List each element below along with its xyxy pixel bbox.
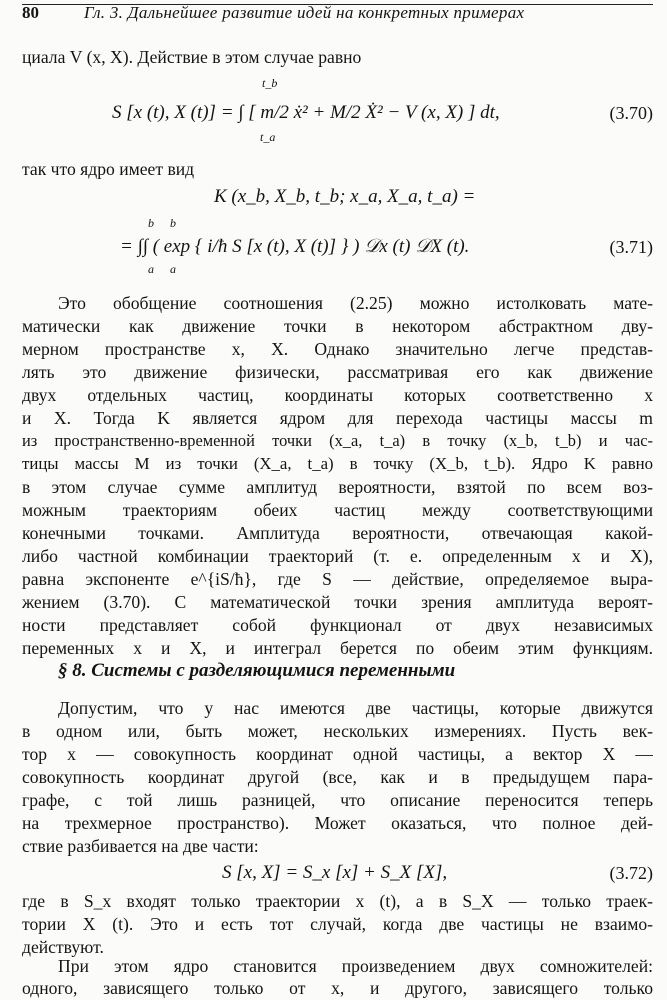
- section-heading: § 8. Системы с разделяющимися переменными: [58, 660, 456, 681]
- running-header: [22, 2, 653, 22]
- equation-number: (3.72): [609, 863, 653, 883]
- text-line: одного, зависящего только от x, и другого, зависящего только: [22, 978, 653, 998]
- equation-body: S [x, X] = S_x [x] + S_X [X],: [222, 862, 448, 883]
- text-line: При этом ядро становится произведением двух сомножителей:: [58, 956, 653, 976]
- text-line: графе, с той лишь разницей, что описание переносится теперь: [22, 790, 653, 810]
- text-line: Это обобщение соотношения (2.25) можно истолковать мате-: [58, 293, 653, 313]
- equation-number: (3.71): [609, 237, 653, 257]
- page-number: 80: [22, 3, 39, 22]
- text-line: матически как движение точки в некотором абстрактном дву-: [22, 316, 653, 336]
- text-line: равна экспоненте e^{iS/ħ}, где S — действие, определяемое выра-: [22, 569, 653, 589]
- text-line: в этом случае сумме амплитуд вероятности, взятой по всем воз-: [22, 477, 653, 497]
- integral-lower-limit: a: [148, 262, 154, 276]
- equation-line-2: = ∫∫ ( exp { i/ħ S [x (t), X (t)] } ) 𝒟x (t) 𝒟X (t).: [120, 236, 470, 257]
- chapter-title: Гл. 3. Дальнейшее развитие идей на конкретных примерах: [84, 3, 525, 22]
- text-line: тор x — совокупность координат одной частицы, а вектор X —: [22, 744, 653, 764]
- text-line: и X. Тогда K является ядром для перехода частицы массы m: [22, 408, 653, 428]
- text-line: лять это движение физически, рассматривая его как движение: [22, 362, 653, 382]
- text-line: двух отдельных частиц, координаты которых соответственно x: [22, 385, 653, 405]
- text-line: на трехмерное пространство). Может оказаться, что полное дей-: [22, 813, 653, 833]
- text-line: ствие разбивается на две части:: [22, 836, 259, 856]
- text-line: переменных x и X, и интеграл берется по обеим этим функциям.: [22, 638, 653, 658]
- text-line: так что ядро имеет вид: [22, 159, 195, 179]
- integral-lower-limit: t_a: [260, 130, 276, 144]
- text-line: из пространственно-временной точки (x_a, t_a) в точку (x_b, t_b) и час-: [22, 431, 653, 450]
- text-line: Допустим, что у нас имеются две частицы, которые движутся: [58, 698, 653, 718]
- text-line: конечными точками. Амплитуда вероятности, отвечающая какой-: [22, 523, 653, 543]
- equation-number: (3.70): [609, 103, 653, 123]
- text-line: в одном или, быть может, нескольких измерениях. Пусть век-: [22, 721, 653, 741]
- text-line: можным траекториям обеих частиц между соответствующими: [22, 500, 653, 520]
- text-line: ности представляет собой функционал от двух независимых: [22, 615, 653, 635]
- equation-line-1: K (x_b, X_b, t_b; x_a, X_a, t_a) =: [214, 186, 476, 207]
- text-line: где в S_x входят только траектории x (t), а в S_X — только траек-: [22, 891, 653, 911]
- text-line: тории X (t). Это и есть тот случай, когда две частицы не взаимо-: [22, 914, 653, 934]
- text-line: либо частной комбинации траекторий (т. е. определенным x и X),: [22, 546, 653, 566]
- text-line: совокупность координат другой (все, как и в предыдущем пара-: [22, 767, 653, 787]
- text-line: действуют.: [22, 937, 104, 957]
- text-line: тицы массы M из точки (X_a, t_a) в точку (X_b, t_b). Ядро K равно: [22, 454, 653, 473]
- integral-lower-limit: a: [170, 262, 176, 276]
- integral-upper-limit: b: [170, 216, 176, 230]
- text-line: циала V (x, X). Действие в этом случае равно: [22, 47, 362, 67]
- text-line: мерном пространстве x, X. Однако значительно легче представ-: [22, 339, 653, 359]
- integral-upper-limit: t_b: [262, 76, 278, 90]
- integral-upper-limit: b: [148, 216, 154, 230]
- text-line: жением (3.70). С математической точки зрения амплитуда вероят-: [22, 592, 653, 612]
- equation-body: S [x (t), X (t)] = ∫ [ m/2 ẋ² + M/2 Ẋ² − V (x, X) ] dt,: [112, 102, 500, 123]
